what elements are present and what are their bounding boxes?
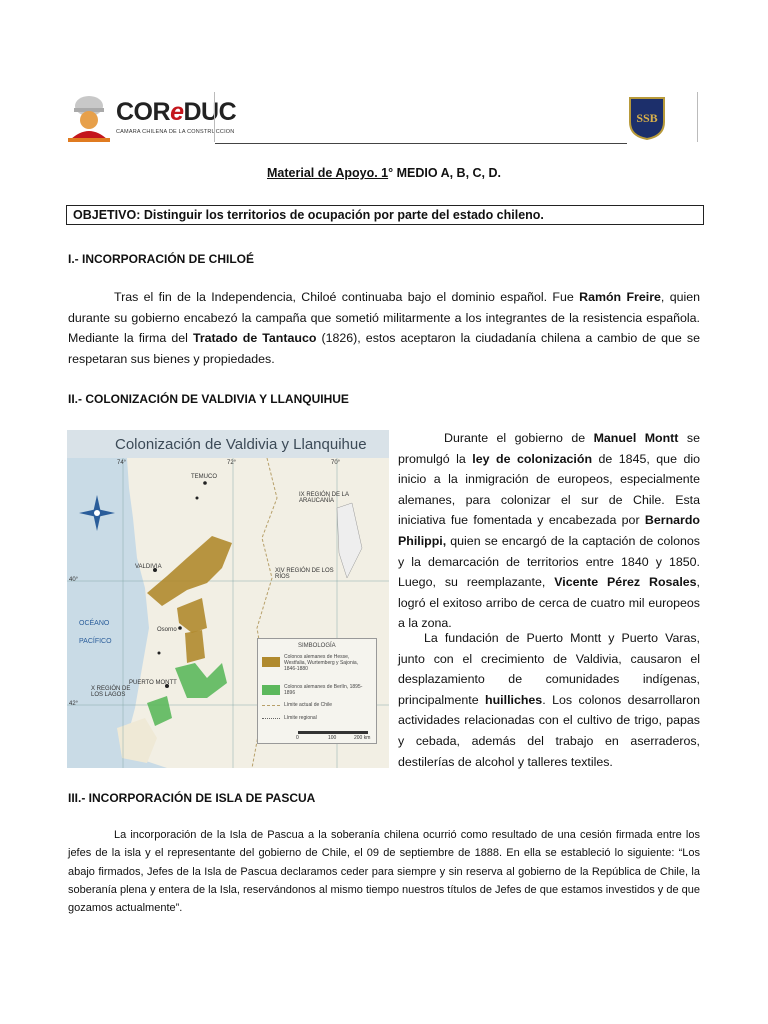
section3-heading: III.- INCORPORACIÓN DE ISLA DE PASCUA xyxy=(68,791,316,805)
section2-paragraph-2: La fundación de Puerto Montt y Puerto Varas, junto con el crecimiento de Valdivia, causaron el desplazamiento de comunidades indígenas, principalmente huilliches. Los colonos desarrollaron actividades relacionadas con el cultivo de trigo, papas y cebada, además del trabajo en aserraderos, destilerías de alcohol y talleres textiles. xyxy=(398,631,700,769)
label-region-rios: XIV REGIÓN DE LOS RÍOS xyxy=(275,568,334,580)
label-lon-70: 70° xyxy=(331,460,341,466)
label-pacifico: PACÍFICO xyxy=(79,638,112,645)
document-title: Material de Apoyo. 1° MEDIO A, B, C, D. xyxy=(267,166,501,180)
label-oceano: OCÉANO xyxy=(79,620,110,627)
worker-helmet-icon xyxy=(66,92,112,144)
map-legend xyxy=(257,638,377,744)
section1-heading: I.- INCORPORACIÓN DE CHILOÉ xyxy=(68,252,255,266)
legend-line-chile xyxy=(262,705,280,706)
legend-item-1: Colonos alemanes de Hesse, Westfalia, Wurtemberg y Sajonia, 1846-1880 xyxy=(284,654,359,672)
logo-subtitle: CAMARA CHILENA DE LA CONSTRUCCION xyxy=(116,129,235,135)
section3-paragraph: La incorporación de la Isla de Pascua a la soberanía chilena ocurrió como resultado de una cesión firmada entre los jefes de la isla y el representante del gobierno de Chile, el 09 de septiembre de 1888. En ella se estableció lo siguiente: “Los abajo firmados, Jefes de la Isla de Pascua declaramos ceder para siempre y sin reserva al gobierno de la República de Chile, la soberanía plena y entera de la Isla, reservándonos al mismo tiempo nuestros títulos de Jefes de que estamos investidos y de que gozamos actualmente”. xyxy=(68,829,700,915)
legend-swatch-1846 xyxy=(262,657,280,667)
label-lon-72: 72° xyxy=(227,460,237,466)
legend-title: SIMBOLOGÍA xyxy=(298,643,336,649)
section2-paragraph-1: Durante el gobierno de Manuel Montt se promulgó la ley de colonización de 1845, que dio inicio a la inmigración de europeos, especialmente alemanes, para colonizar el sur de Chile. Esta iniciativa fue fomentada y encabezada por Bernardo Philippi, quien se encargó de la captación de colonos y la demarcación de territorios entre 1840 y 1850. Luego, su reemplazante, Vicente Pérez Rosales, logró el exitoso arribo de cerca de cuatro mil europeos a la zona. xyxy=(398,431,700,631)
label-valdivia: VALDIVIA xyxy=(135,564,162,570)
section1-paragraph: Tras el fin de la Independencia, Chiloé continuaba bajo el dominio español. Fue Ramón Freire, quien durante su gobierno encabezó la campaña que sometió militarmente a los integrantes de la resistencia española. Mediante la firma del Tratado de Tantauco (1826), estos aceptaron la ciudadanía chilena a cambio de que se respetaran sus bienes y propiedades. xyxy=(68,290,701,366)
section2-heading: II.- COLONIZACIÓN DE VALDIVIA Y LLANQUIHUE xyxy=(68,392,349,406)
legend-item-3: Límite actual de Chile xyxy=(284,702,333,708)
header-divider-right xyxy=(697,92,698,142)
label-osorno: Osorno xyxy=(157,627,177,633)
label-region-lagos: X REGIÓN DE LOS LAGOS xyxy=(91,686,131,698)
label-lat-40: 40° xyxy=(69,577,79,583)
scale-0: 0 xyxy=(296,735,299,741)
legend-item-2: Colonos alemanes de Berlín, 1895-1896 xyxy=(284,684,363,696)
scale-bar xyxy=(298,731,368,734)
scale-100: 100 xyxy=(328,735,337,741)
map-title: Colonización de Valdivia y Llanquihue xyxy=(67,430,389,458)
label-lon-74: 74° xyxy=(117,460,127,466)
colonization-map xyxy=(67,430,389,768)
legend-item-4: Límite regional xyxy=(284,715,317,721)
header-divider-left xyxy=(214,92,215,142)
logo-wordmark: COReDUC xyxy=(116,98,237,126)
objective-box: OBJETIVO: Distinguir los territorios de ocupación por parte del estado chileno. xyxy=(66,205,704,225)
svg-text:SSB: SSB xyxy=(636,111,658,125)
label-puerto-montt: PUERTO MONTT xyxy=(129,680,177,686)
coreduc-logo xyxy=(66,92,237,144)
scale-200: 200 km xyxy=(354,735,371,741)
legend-swatch-1895 xyxy=(262,685,280,695)
label-lat-42: 42° xyxy=(69,701,79,707)
ssb-logo xyxy=(626,96,668,140)
label-temuco: TEMUCO xyxy=(191,474,217,480)
header-rule xyxy=(215,143,627,144)
legend-line-regional xyxy=(262,718,280,719)
label-region-araucania: IX REGIÓN DE LA ARAUCANÍA xyxy=(299,492,349,504)
